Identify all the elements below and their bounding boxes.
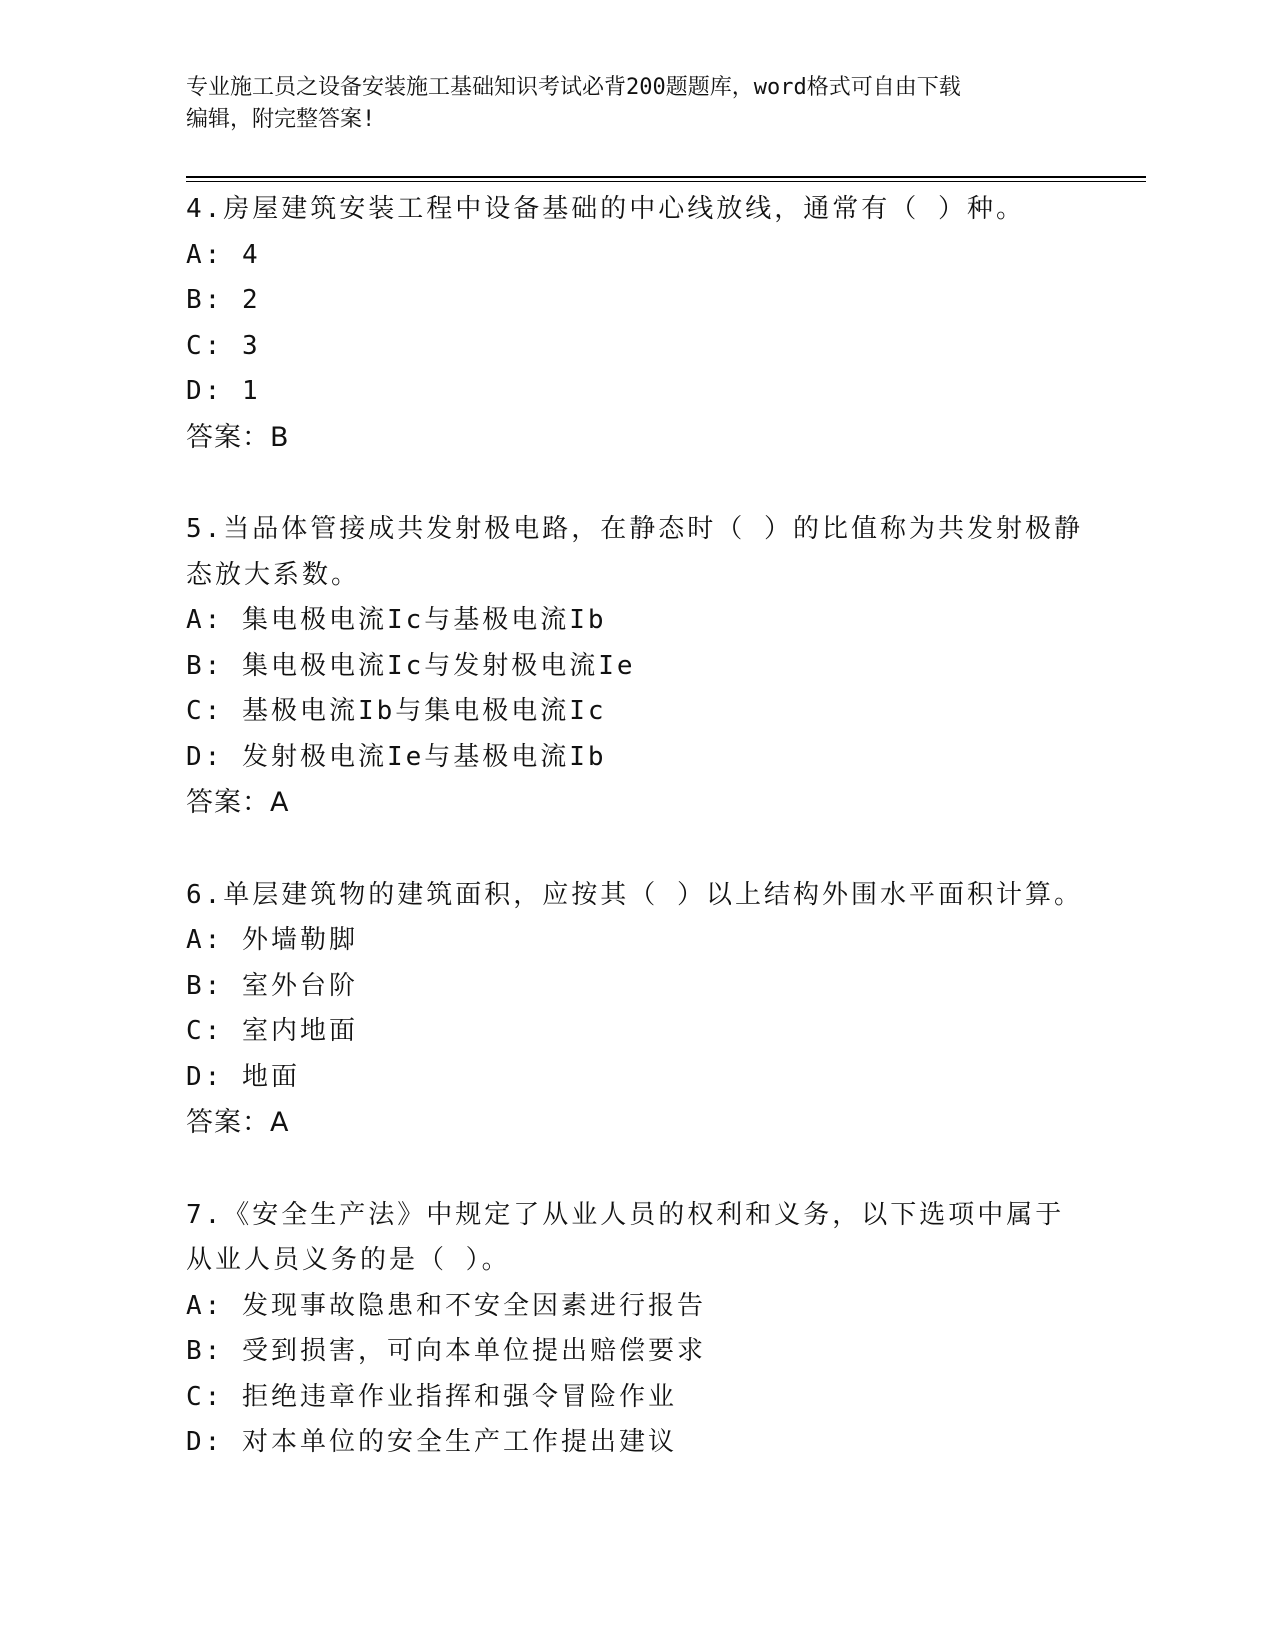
question-list	[186, 187, 1086, 1513]
option-d: D: 对本单位的安全生产工作提出建议	[186, 1427, 677, 1457]
option-d: D: 发射极电流Ie与基极电流Ib	[186, 741, 607, 772]
question-stem: 6.单层建筑物的建筑面积，应按其（ ）以上结构外围水平面积计算。	[186, 879, 1083, 910]
document-header	[186, 72, 1066, 136]
question-stem: 7.《安全生产法》中规定了从业人员的权利和义务，以下选项中属于	[186, 1199, 1065, 1230]
answer-label: 答案：A	[186, 1107, 290, 1138]
option-c: C: 基极电流Ib与集电极电流Ic	[186, 696, 607, 726]
question-7	[186, 1193, 1086, 1466]
option-b: B: 室外台阶	[186, 970, 358, 1001]
question-stem-cont: 态放大系数。	[186, 559, 361, 590]
option-d: D: 1	[186, 376, 261, 406]
answer-label: 答案：A	[186, 787, 290, 818]
question-stem: 4.房屋建筑安装工程中设备基础的中心线放线，通常有（ ）种。	[186, 194, 1025, 224]
option-a: A: 集电极电流Ic与基极电流Ib	[186, 605, 607, 635]
question-5	[186, 507, 1086, 826]
header-divider-thick	[186, 176, 1146, 178]
option-b: B: 受到损害，可向本单位提出赔偿要求	[186, 1336, 706, 1366]
option-c: C: 室内地面	[186, 1016, 358, 1046]
option-b: B: 2	[186, 285, 261, 315]
option-a: A: 发现事故隐患和不安全因素进行报告	[186, 1290, 706, 1321]
option-b: B: 集电极电流Ic与发射极电流Ie	[186, 650, 636, 681]
question-4	[186, 187, 1086, 460]
question-stem-cont: 从业人员义务的是（ ）。	[186, 1245, 511, 1275]
option-d: D: 地面	[186, 1061, 300, 1092]
option-c: C: 拒绝违章作业指挥和强令冒险作业	[186, 1381, 677, 1412]
header-line-2: 编辑，附完整答案!	[186, 107, 376, 132]
question-6	[186, 873, 1086, 1146]
option-c: C: 3	[186, 330, 261, 361]
header-divider-thin	[186, 181, 1146, 182]
question-stem: 5.当品体管接成共发射极电路，在静态时（ ）的比值称为共发射极静	[186, 514, 1083, 544]
option-a: A: 4	[186, 239, 261, 270]
answer-label: 答案：B	[186, 421, 290, 453]
option-a: A: 外墙勒脚	[186, 925, 358, 955]
header-line-1: 专业施工员之设备安装施工基础知识考试必背200题题库，word格式可自由下载	[186, 75, 961, 100]
